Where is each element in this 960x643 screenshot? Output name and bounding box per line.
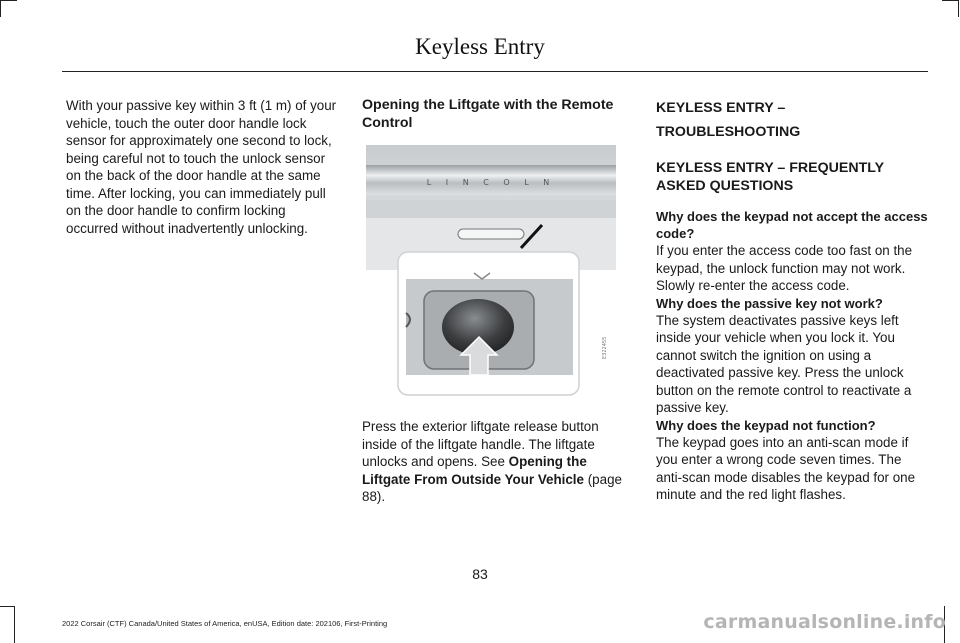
faq-answer: The system deactivates passive keys left inside your vehicle when you lock it. You cannot switch the ignition on using a deactivated passive key. Press the unlock button on the remote control to reactivate a passive key. [656, 312, 912, 415]
section-heading-line2: TROUBLESHOOTING [656, 124, 801, 140]
figure-code: E322455 [602, 336, 608, 359]
faq-question: Why does the keypad not accept the access code? [656, 209, 928, 241]
section-heading-line1: KEYLESS ENTRY – [656, 100, 786, 116]
faq-list [656, 208, 928, 504]
body-text: Press the exterior liftgate release button inside of the liftgate handle. The liftgate unlocks and opens. See [362, 419, 599, 469]
faq-question: Why does the keypad not function? [656, 417, 876, 433]
badge-lettering: L I N C O L N [426, 178, 556, 187]
page-reference: (page 88). [362, 471, 622, 504]
liftgate-paragraph [362, 418, 634, 506]
faq-answer: If you enter the access code too fast on the keypad, the unlock function may not work. Slowly re-enter the access code. [656, 243, 913, 293]
crop-mark [958, 0, 959, 17]
faq-question: Why does the passive key not work? [656, 295, 883, 311]
section-heading: Opening the Liftgate with the Remote Control [362, 97, 614, 131]
page-number: 83 [472, 566, 488, 582]
body-paragraph: With your passive key within 3 ft (1 m) of your vehicle, touch the outer door handle lock sensor for approximately one second to lock, being careful not to touch the unlock sensor on the back of the door handle at the same time. After locking, you can immediately pull on the door handle to confirm locking occurred without inadvertently unlocking. [66, 98, 337, 236]
faq-heading: KEYLESS ENTRY – FREQUENTLY ASKED QUESTIONS [656, 160, 884, 194]
middle-column [362, 97, 636, 132]
liftgate-figure [366, 145, 616, 397]
left-column [66, 97, 338, 237]
crop-mark [14, 606, 15, 643]
right-column [656, 99, 928, 504]
faq-answer: The keypad goes into an anti-scan mode if you enter a wrong code seven times. The anti-scan mode disables the keypad for one minute and the red light flashes. [656, 434, 916, 502]
watermark: carmanualsonline.info [703, 611, 946, 633]
middle-body [362, 418, 634, 506]
cross-reference-link[interactable]: Opening the Liftgate From Outside Your Vehicle [362, 454, 587, 487]
crop-mark [0, 0, 17, 1]
page-title: Keyless Entry [415, 34, 545, 59]
crop-mark [0, 606, 15, 607]
edition-footer: 2022 Corsair (CTF) Canada/United States of America, enUSA, Edition date: 202106, First-Printing [62, 619, 388, 628]
crop-mark [942, 0, 959, 1]
crop-mark [0, 0, 1, 17]
header-rule [62, 71, 928, 72]
